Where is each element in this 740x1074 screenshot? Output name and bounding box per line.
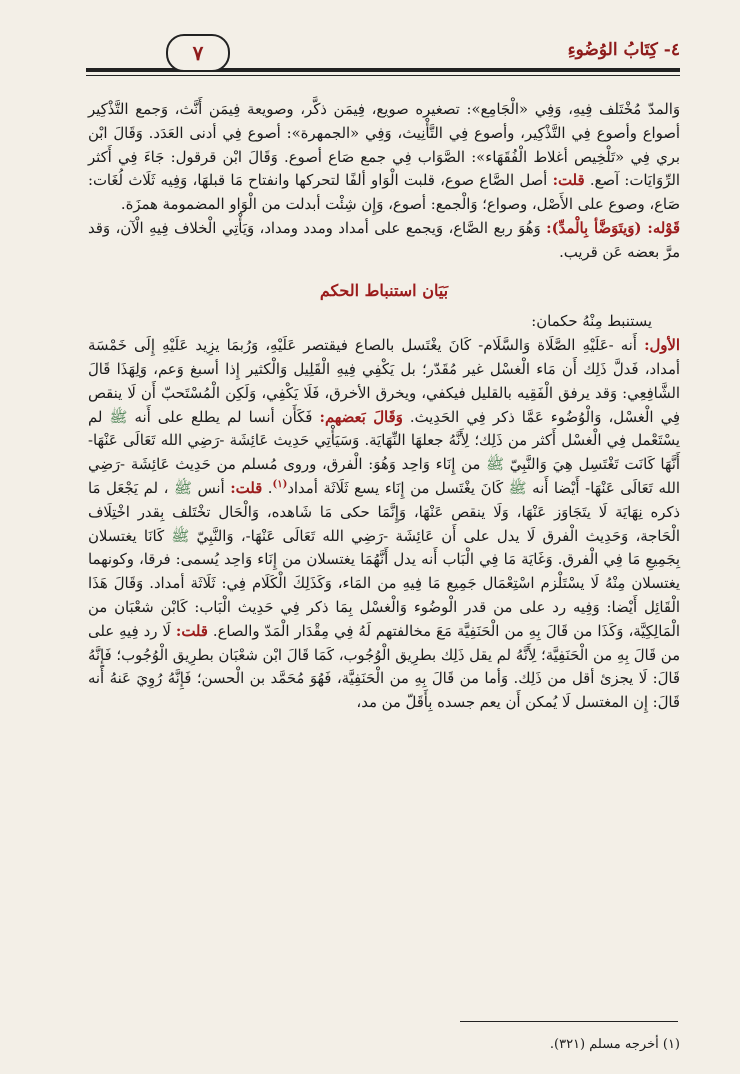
paragraph-1: [88, 98, 680, 217]
salawat-glyph-1: ﷺ: [109, 408, 128, 426]
footnote-separator: [460, 1021, 678, 1022]
footnote-text: (١) أخرجه مسلم (٣٢١).: [549, 1037, 680, 1052]
header-rule-thin: [86, 75, 680, 76]
radiya-glyph: ﷺ: [174, 479, 192, 497]
chapter-title: ٤- كِتَابُ الوُضُوءِ: [567, 40, 680, 60]
note-label: قلت:: [552, 172, 585, 190]
note-label: قلت:: [230, 479, 263, 497]
main-text: [88, 98, 680, 715]
paragraph-3d: من إِنَاء وَاحِد وَهُوَ: الْفرق، وروى مُسلم من حَدِيث عَائِشَة -رَضِي الله تَعَالَى عَنْهَا- أَيْضا أَنه: [88, 456, 680, 497]
footnote: [550, 1036, 680, 1054]
paragraph-1b-text: أصل الصَّاع صوع، قلبت الْوَاو ألفًا لتحركها وانفتاح مَا قبلهَا، وَفِيه ثَلَاث لُغَات: صَاع، وصوع على الأَصْل، وصواع؛ وَالْجمع: أصوع، وَإِن شِئْت أبدلت من الْوَاو المضمومة همزَة.: [88, 172, 680, 214]
paragraph-1-text: وَالمدّ مُخْتَلف فِيهِ، وَفِي «الْجَامِع»: تصغيره صويع، فِيمَن ذكَّر، وصويعة فِيمَن أَنَّث، وَجمع التَّذْكِير أصواع وأصوع فِي التَّذْكِير، وأصوع فِي التَّأْنِيث، وَفِي «الجمهرة»: أصوع فِي أدنى العَدَد. وَقَالَ ابْن بري فِي «تَلْخِيص أغلاط الْفُقَهَاء»: الصَّوَاب فِي جمع صَاع أصوع. وَقَالَ ابْن قرقول: جَاءَ فِي أَكثر الرِّوَايَات: آصع.: [88, 101, 680, 190]
salawat-glyph-3: ﷺ: [508, 479, 527, 497]
paragraph-3a: أَنه -عَلَيْهِ الصَّلَاة وَالسَّلَام- كَانَ يغْتَسل بالصاع فيقتصر عَلَيْهِ، وَرُبمَا يزِيد عَلَيْهِ إِلَى خَمْسَة أمداد، فَدلَّ ذَلِك أَن مَاء الْغسْل غير مُقَدّر؛ بل يَكْفِي فِيهِ الْقَلِيل وَالْكثير إِذا أسبغ وَعم، وَلِهَذَا قَالَ الشَّافِعِي: وَقد يرفق الْفَقِيه بالقليل فيكفي، ويخرق الأخرق، فَلَا يَكْفِي، وَلَكِن الْمُسْتَحبّ أَن لَا ينقص فِي الْغسْل، وَالْوُضُوء عَمَّا ذكر فِي الحَدِيث.: [88, 337, 680, 426]
section-title: بَيَان استنباط الحكم: [319, 280, 449, 300]
salawat-glyph-2: ﷺ: [486, 456, 504, 474]
footnote-marker[interactable]: (١): [272, 479, 288, 491]
paragraph-4: لَا رد فِيهِ على من قَالَ بِهِ من الْحَنَفِيَّة؛ لِأَنَّهُ لم يقل ذَلِك بطرِيق الْوُجُوب، كَمَا قَالَ ابْن شعْبَان بطرِيق الْوُجُوب؛ فَإِنَّهُ قَالَ: لَا يجزئ أقل من ذَلِك. وَأما من قَالَ بِهِ من الْحَنَفِيَّة، فَهُوَ مُحَمَّد بن الْحسن؛ فَإِنَّهُ رُوِيَ عَنهُ أَنه قَالَ: إِن المغتسل لَا يُمكن أَن يعم جسده بِأَقَلّ من مد،: [88, 622, 680, 712]
intro-text: يستنبط مِنْهُ حكمان:: [531, 313, 652, 331]
paragraph-2-text: وَهُوَ ربع الصَّاع، وَيجمع على أمداد ومدد ومداد، وَيَأْتِي الْخلاف فِيهِ الْآن، وَقد مرَّ بعضه عَن قريب.: [88, 219, 680, 261]
paragraph-3e: كَانَ يغْتَسل من إِنَاء يسع ثَلَاثَة أمداد: [287, 479, 504, 497]
paragraph-3: الأول: أَنه -عَلَيْهِ الصَّلَاة وَالسَّلَام- كَانَ يغْتَسل بالصاع فيقتصر عَلَيْهِ، وَرُبمَا يزِيد عَلَيْهِ إِلَى خَمْسَة أمداد، فَدلَّ ذَلِك أَن مَاء الْغسْل غير مُقَدّر؛ بل يَكْفِي فِيهِ الْقَلِيل وَالْكثير إِذا أسبغ وَعم، وَلِهَذَا قَالَ الشَّافِعِي: وَقد يرفق الْفَقِيه بالقليل فيكفي، ويخرق الأخرق، فَلَا يَكْفِي، وَلَكِن الْمُسْتَحبّ أَن لَا ينقص فِي الْغسْل، وَالْوُضُوء عَمَّا ذكر فِي الحَدِيث. وَقَالَ بَعضهم: فَكَأَن أنسا لم يطلع على أَنه ﷺ لم يسْتَعْمل فِي الْغسْل أَكثر من ذَلِك؛ لِأَنَّهُ جعلهَا النِّهَايَة. وَسَيَأْتِي حَدِيث عَائِشَة -رَضِي الله تَعَالَى عَنْهَا- أَنَّهَا كَانَت تَغْتَسِل هِيَ وَالنَّبِيّ ﷺ من إِنَاء وَاحِد وَهُوَ: الْفرق، وروى مُسلم من حَدِيث عَائِشَة -رَضِي الله تَعَالَى عَنْهَا- أَيْضا أَنه ﷺ كَانَ يغْتَسل من إِنَاء يسع ثَلَاثَة أمداد$^{(١)}$. قلت: أنس ﷺ ، لم يَجْعَل مَا ذكره نِهَايَة لَا يتَجَاوَز عَنْهَا، وَلَا ينقص عَنْهَا، وَإِنَّمَا حكى مَا شَاهده، وَالْحَال تخْتَلف بِقدر اخْتِلَاف الْحَاجة، وَحَدِيث الْفرق لَا يدل على أَن عَائِشَة -رَضِي الله تَعَالَى عَنْهَا-، وَالنَّبِيّ ﷺ كَانَا يغتسلان بِجَمِيعِ مَا فِي الْفرق. وَغَايَة مَا فِي الْبَاب أَنه يدل أَنَّهُمَا يغتسلان من إِنَاء وَاحِد يُسمى: فرقا، وكونهما يغتسلان مِنْهُ لَا يسْتَلْزم اسْتِعْمَال جَمِيع مَا فِيهِ من المَاء، وَكَذَلِكَ الْكَلَام فِي: ثَلَاثَة أمداد. وَقَالَ هَذَا الْقَائِل أَيْضا: وَفِيه رد على من قدر الْوضُوء وَالْغسْل بِمَا ذكر فِي حَدِيث الْبَاب: كَابْن شعْبَان من الْمَالِكِيَّة، وَكَذَا من قَالَ بِهِ من الْحَنَفِيَّة مَعَ مخالفتهم لَهُ فِي مِقْدَار الْمَدّ والصاع. قلت: لَا رد فِيهِ على من قَالَ بِهِ من الْحَنَفِيَّة؛ لِأَنَّهُ لم يقل ذَلِك بطرِيق الْوُجُوب، كَمَا قَالَ ابْن شعْبَان بطرِيق الْوُجُوب؛ فَإِنَّهُ قَالَ: لَا يجزئ أقل من ذَلِك. وَأما من قَالَ بِهِ من الْحَنَفِيَّة، فَهُوَ مُحَمَّد بن الْحسن؛ فَإِنَّهُ رُوِيَ عَنهُ أَنه قَالَ: إِن المغتسل لَا يُمكن أَن يعم جسده بِأَقَلّ من مد،: [88, 337, 680, 712]
page-header: [86, 30, 680, 80]
quote-label: قَوْله: (وَيتَوَضَّأ بِالْمدِّ):: [546, 219, 680, 237]
paragraph-2: [88, 217, 680, 265]
some-said-label: وَقَالَ بَعضهم:: [319, 408, 403, 426]
page-number-badge: [166, 34, 230, 72]
paragraph-3f: أنس: [197, 479, 225, 497]
paragraph-3g: ، لم يَجْعَل مَا ذكره نِهَايَة لَا يتَجَاوَز عَنْهَا، وَلَا ينقص عَنْهَا، وَإِنَّمَا حكى مَا شَاهده، وَالْحَال تخْتَلف بِقدر اخْتِلَاف الْحَاجة، وَحَدِيث الْفرق لَا يدل على أَن عَائِشَة -رَضِي الله تَعَالَى عَنْهَا-، وَالنَّبِيّ: [88, 479, 680, 545]
paragraph-3b: فَكَأَن أنسا لم يطلع على أَنه: [134, 408, 313, 426]
first-ruling-label: الأول:: [644, 337, 680, 355]
salawat-glyph-5: ﷺ: [171, 527, 190, 545]
intro-line: [88, 310, 680, 334]
paragraph-3h: كَانَا يغتسلان بِجَمِيعِ مَا فِي الْفرق. وَغَايَة مَا فِي الْبَاب أَنه يدل أَنَّهُمَا يغتسلان من إِنَاء وَاحِد يُسمى: فرقا، وكونهما يغتسلان مِنْهُ لَا يسْتَلْزم اسْتِعْمَال جَمِيع مَا فِيهِ من المَاء، وَكَذَلِكَ الْكَلَام فِي: ثَلَاثَة أمداد. وَقَالَ هَذَا الْقَائِل أَيْضا: وَفِيه رد على من قدر الْوضُوء وَالْغسْل بِمَا ذكر فِي حَدِيث الْبَاب: كَابْن شعْبَان من الْمَالِكِيَّة، وَكَذَا من قَالَ بِهِ من الْحَنَفِيَّة مَعَ مخالفتهم لَهُ فِي مِقْدَار الْمَدّ والصاع.: [88, 527, 680, 640]
paragraph-3c: لم يسْتَعْمل فِي الْغسْل أَكثر من ذَلِك؛ لِأَنَّهُ جعلهَا النِّهَايَة. وَسَيَأْتِي حَدِيث عَائِشَة -رَضِي الله تَعَالَى عَنْهَا- أَنَّهَا كَانَت تَغْتَسِل هِيَ وَالنَّبِيّ: [88, 408, 680, 474]
page-number: ٧: [192, 41, 204, 65]
note-label: قلت:: [175, 622, 208, 640]
